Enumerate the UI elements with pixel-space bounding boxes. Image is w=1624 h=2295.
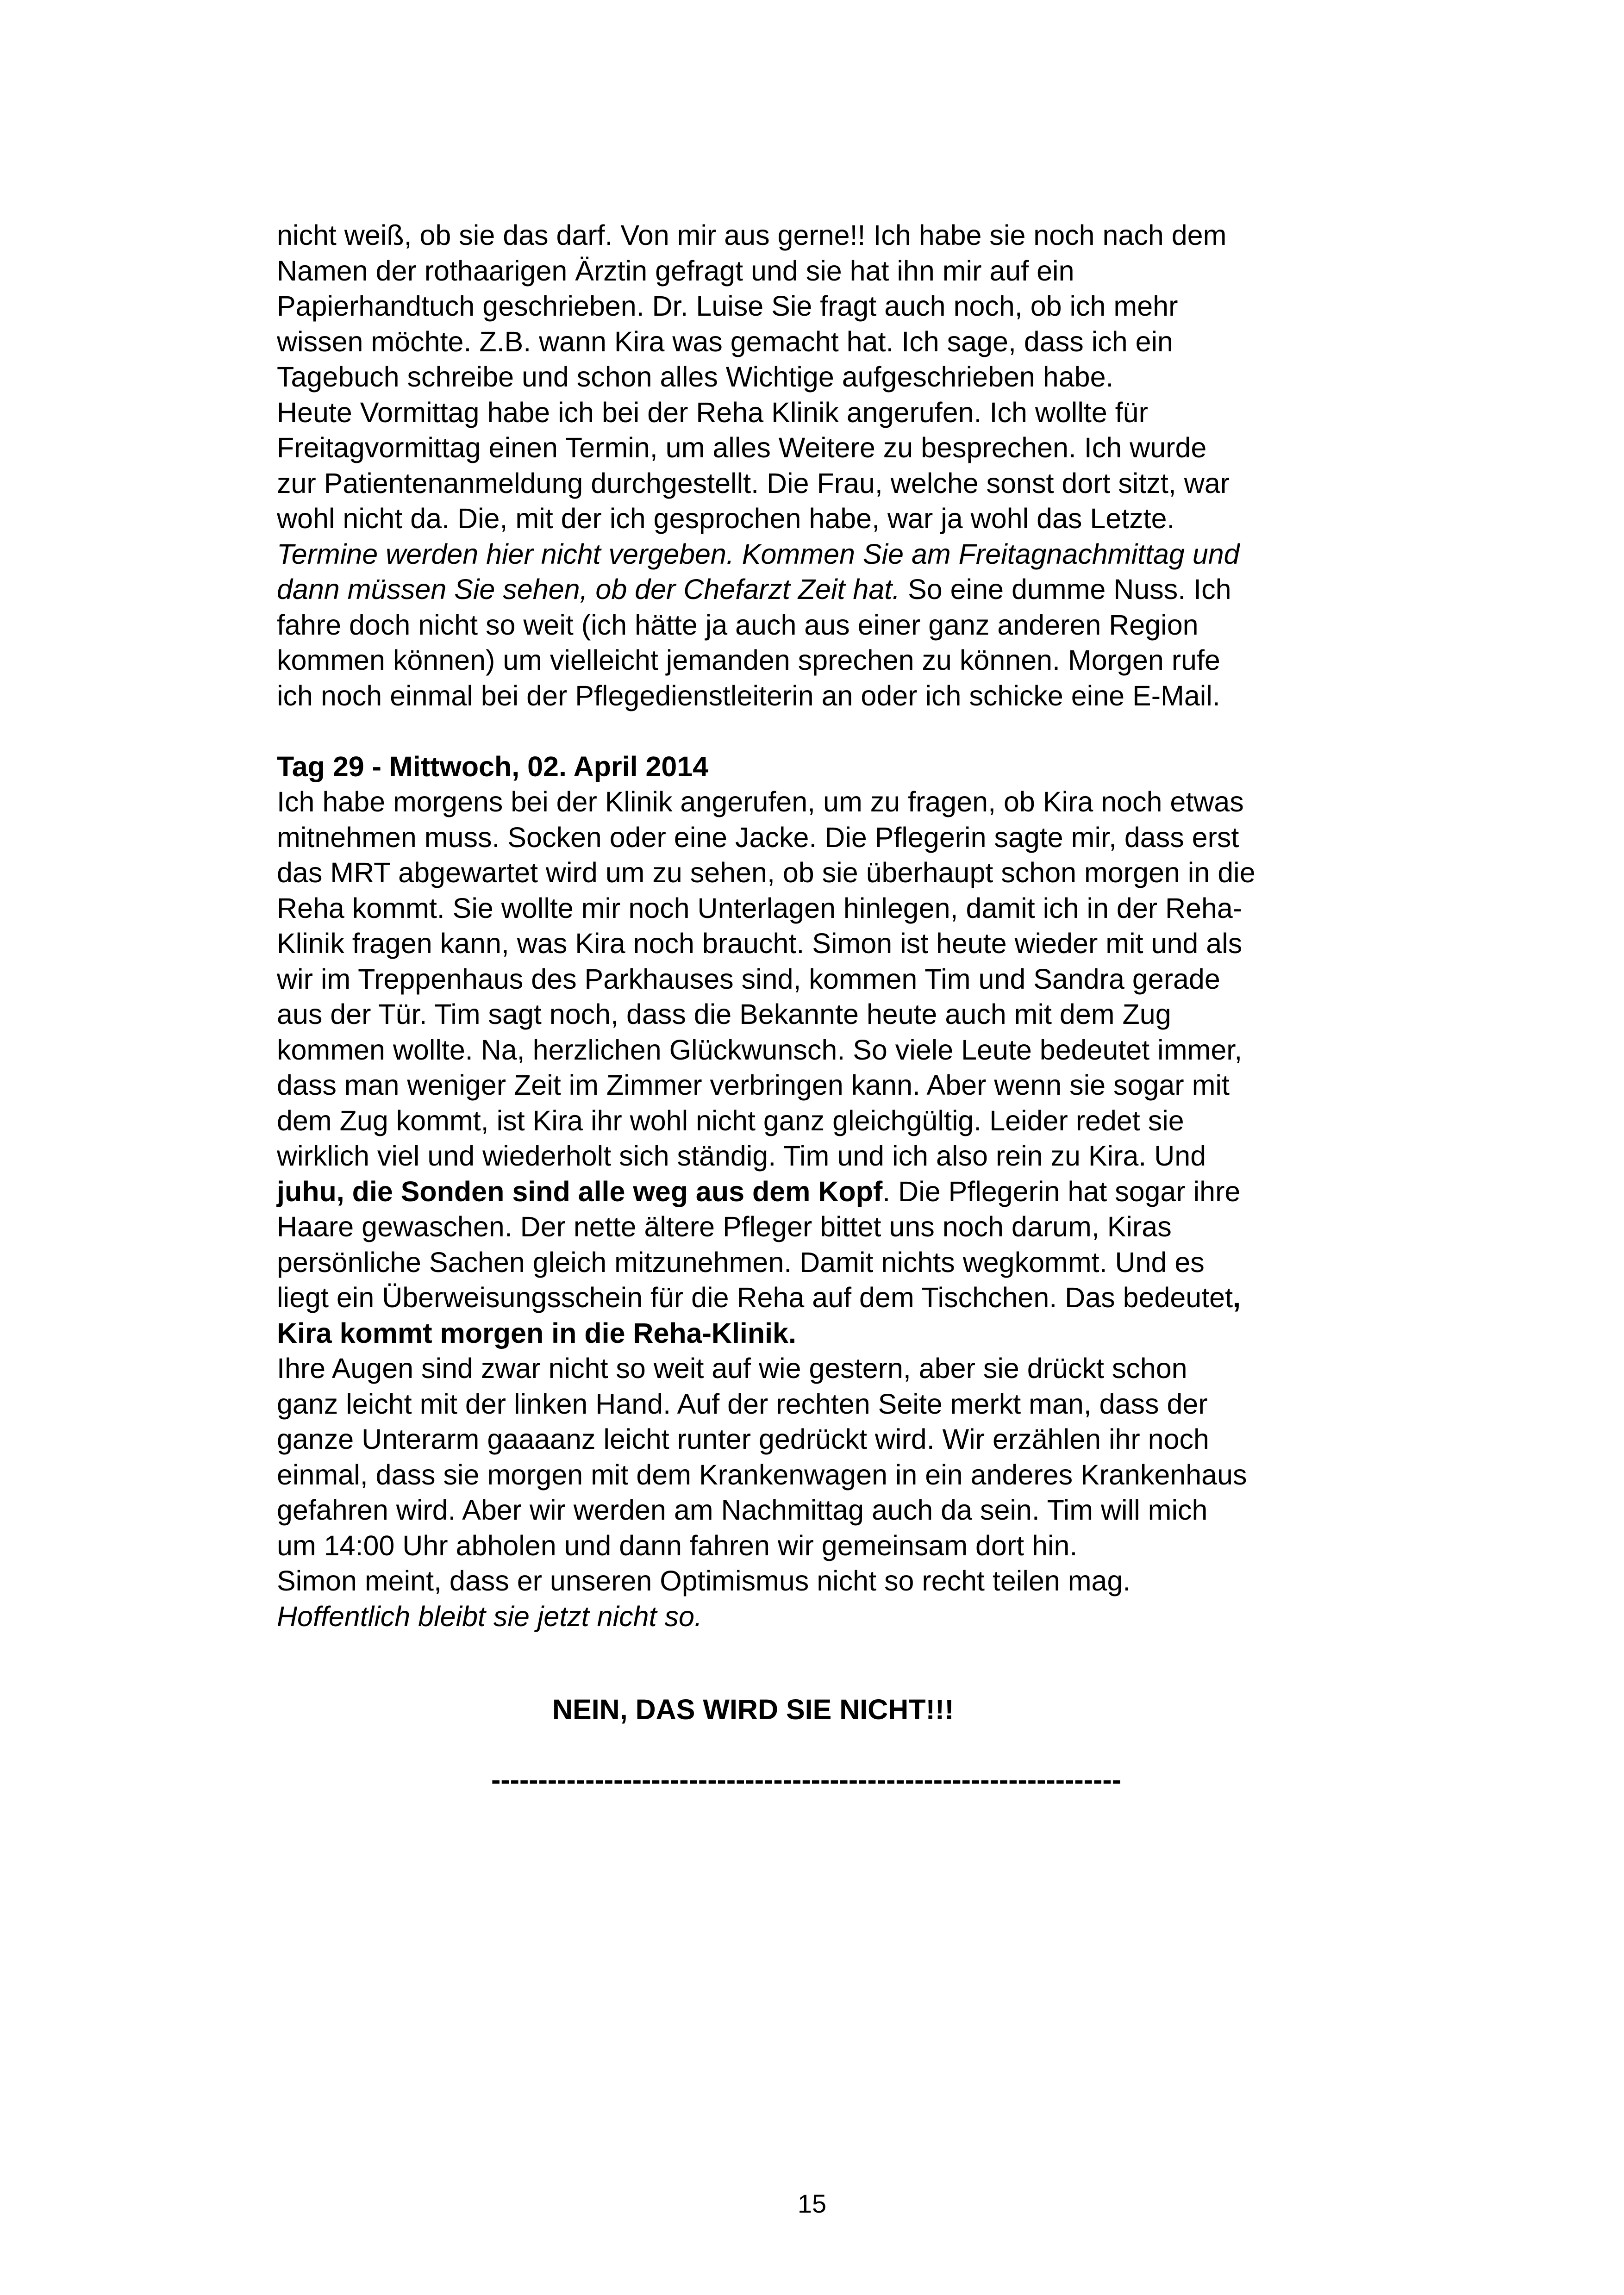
text-line: wohl nicht da. Die, mit der ich gesprochen habe, war ja wohl das Letzte. [277,503,1175,534]
text-line: das MRT abgewartet wird um zu sehen, ob sie überhaupt schon morgen in die [277,857,1255,888]
text-line: einmal, dass sie morgen mit dem Krankenwagen in ein anderes Krankenhaus [277,1459,1247,1491]
exclamation-heading: NEIN, DAS WIRD SIE NICHT!!! [552,1694,954,1725]
text-line: gefahren wird. Aber wir werden am Nachmittag auch da sein. Tim will mich [277,1494,1208,1526]
text-line: Klinik fragen kann, was Kira noch braucht. Simon ist heute wieder mit und als [277,928,1243,959]
text-line: aus der Tür. Tim sagt noch, dass die Bekannte heute auch mit dem Zug [277,998,1171,1030]
text-fragment: liegt ein Überweisungsschein für die Reha auf dem Tischchen. Das bedeutet [277,1282,1233,1313]
text-line: nicht weiß, ob sie das darf. Von mir aus gerne!! Ich habe sie noch nach dem [277,219,1227,251]
text-line: Ihre Augen sind zwar nicht so weit auf wie gestern, aber sie drückt schon [277,1353,1187,1384]
text-line: Freitagvormittag einen Termin, um alles Weitere zu besprechen. Ich wurde [277,432,1207,463]
text-line: Reha kommt. Sie wollte mir noch Unterlagen hinlegen, damit ich in der Reha- [277,892,1243,924]
text-line: kommen können) um vielleicht jemanden sprechen zu können. Morgen rufe [277,644,1220,676]
text-line: um 14:00 Uhr abholen und dann fahren wir gemeinsam dort hin. [277,1529,1078,1561]
text-line: fahre doch nicht so weit (ich hätte ja auch aus einer ganz anderen Region [277,609,1199,641]
text-line: Papierhandtuch geschrieben. Dr. Luise Sie fragt auch noch, ob ich mehr [277,290,1178,322]
text-line: ich noch einmal bei der Pflegedienstleiterin an oder ich schicke eine E-Mail. [277,680,1220,711]
text-line: dem Zug kommt, ist Kira ihr wohl nicht ganz gleichgültig. Leider redet sie [277,1104,1184,1136]
bold-fragment: , [1233,1282,1241,1313]
italic-line: Hoffentlich bleibt sie jetzt nicht so. [277,1600,702,1632]
mixed-line [277,1280,1388,1316]
text-line: Tagebuch schreibe und schon alles Wichtige aufgeschrieben habe. [277,361,1114,393]
bold-line: Kira kommt morgen in die Reha-Klinik. [277,1317,796,1349]
text-line: wissen möchte. Z.B. wann Kira was gemacht hat. Ich sage, dass ich ein [277,325,1173,357]
document-body [277,218,1388,1634]
text-line: Namen der rothaarigen Ärztin gefragt und sie hat ihn mir auf ein [277,255,1074,287]
page-number: 15 [797,2189,827,2218]
text-line: Ich habe morgens bei der Klinik angerufen, um zu fragen, ob Kira noch etwas [277,786,1244,817]
mixed-line [277,1174,1388,1210]
text-line: ganze Unterarm gaaaanz leicht runter gedrückt wird. Wir erzählen ihr noch [277,1423,1209,1455]
text-line: persönliche Sachen gleich mitzunehmen. Damit nichts wegkommt. Und es [277,1246,1205,1278]
italic-quote-line: Termine werden hier nicht vergeben. Kommen Sie am Freitagnachmittag und [277,538,1240,570]
spacer [277,713,1388,749]
text-fragment: So eine dumme Nuss. Ich [900,574,1231,605]
text-line: kommen wollte. Na, herzlichen Glückwunsch. So viele Leute bedeutet immer, [277,1034,1243,1066]
text-line: Simon meint, dass er unseren Optimismus nicht so recht teilen mag. [277,1565,1131,1597]
text-fragment: . Die Pflegerin hat sogar ihre [882,1175,1241,1207]
text-line: Heute Vormittag habe ich bei der Reha Klinik angerufen. Ich wollte für [277,396,1148,428]
text-line: zur Patientenanmeldung durchgestellt. Die Frau, welche sonst dort sitzt, war [277,467,1230,499]
day-heading: Tag 29 - Mittwoch, 02. April 2014 [277,750,709,782]
text-line: dass man weniger Zeit im Zimmer verbringen kann. Aber wenn sie sogar mit [277,1069,1230,1101]
dashed-separator: ------------------------------------------------------------------- [491,1764,1122,1796]
text-line: ganz leicht mit der linken Hand. Auf der rechten Seite merkt man, dass der [277,1388,1208,1420]
text-line: mitnehmen muss. Socken oder eine Jacke. Die Pflegerin sagte mir, dass erst [277,821,1239,853]
text-line: Haare gewaschen. Der nette ältere Pfleger bittet uns noch darum, Kiras [277,1211,1172,1242]
mixed-line [277,572,1388,607]
italic-quote-fragment: dann müssen Sie sehen, ob der Chefarzt Zeit hat. [277,574,900,605]
bold-fragment: juhu, die Sonden sind alle weg aus dem Kopf [277,1175,883,1207]
text-line: wir im Treppenhaus des Parkhauses sind, kommen Tim und Sandra gerade [277,963,1220,995]
text-line: wirklich viel und wiederholt sich ständig. Tim und ich also rein zu Kira. Und [277,1140,1206,1172]
